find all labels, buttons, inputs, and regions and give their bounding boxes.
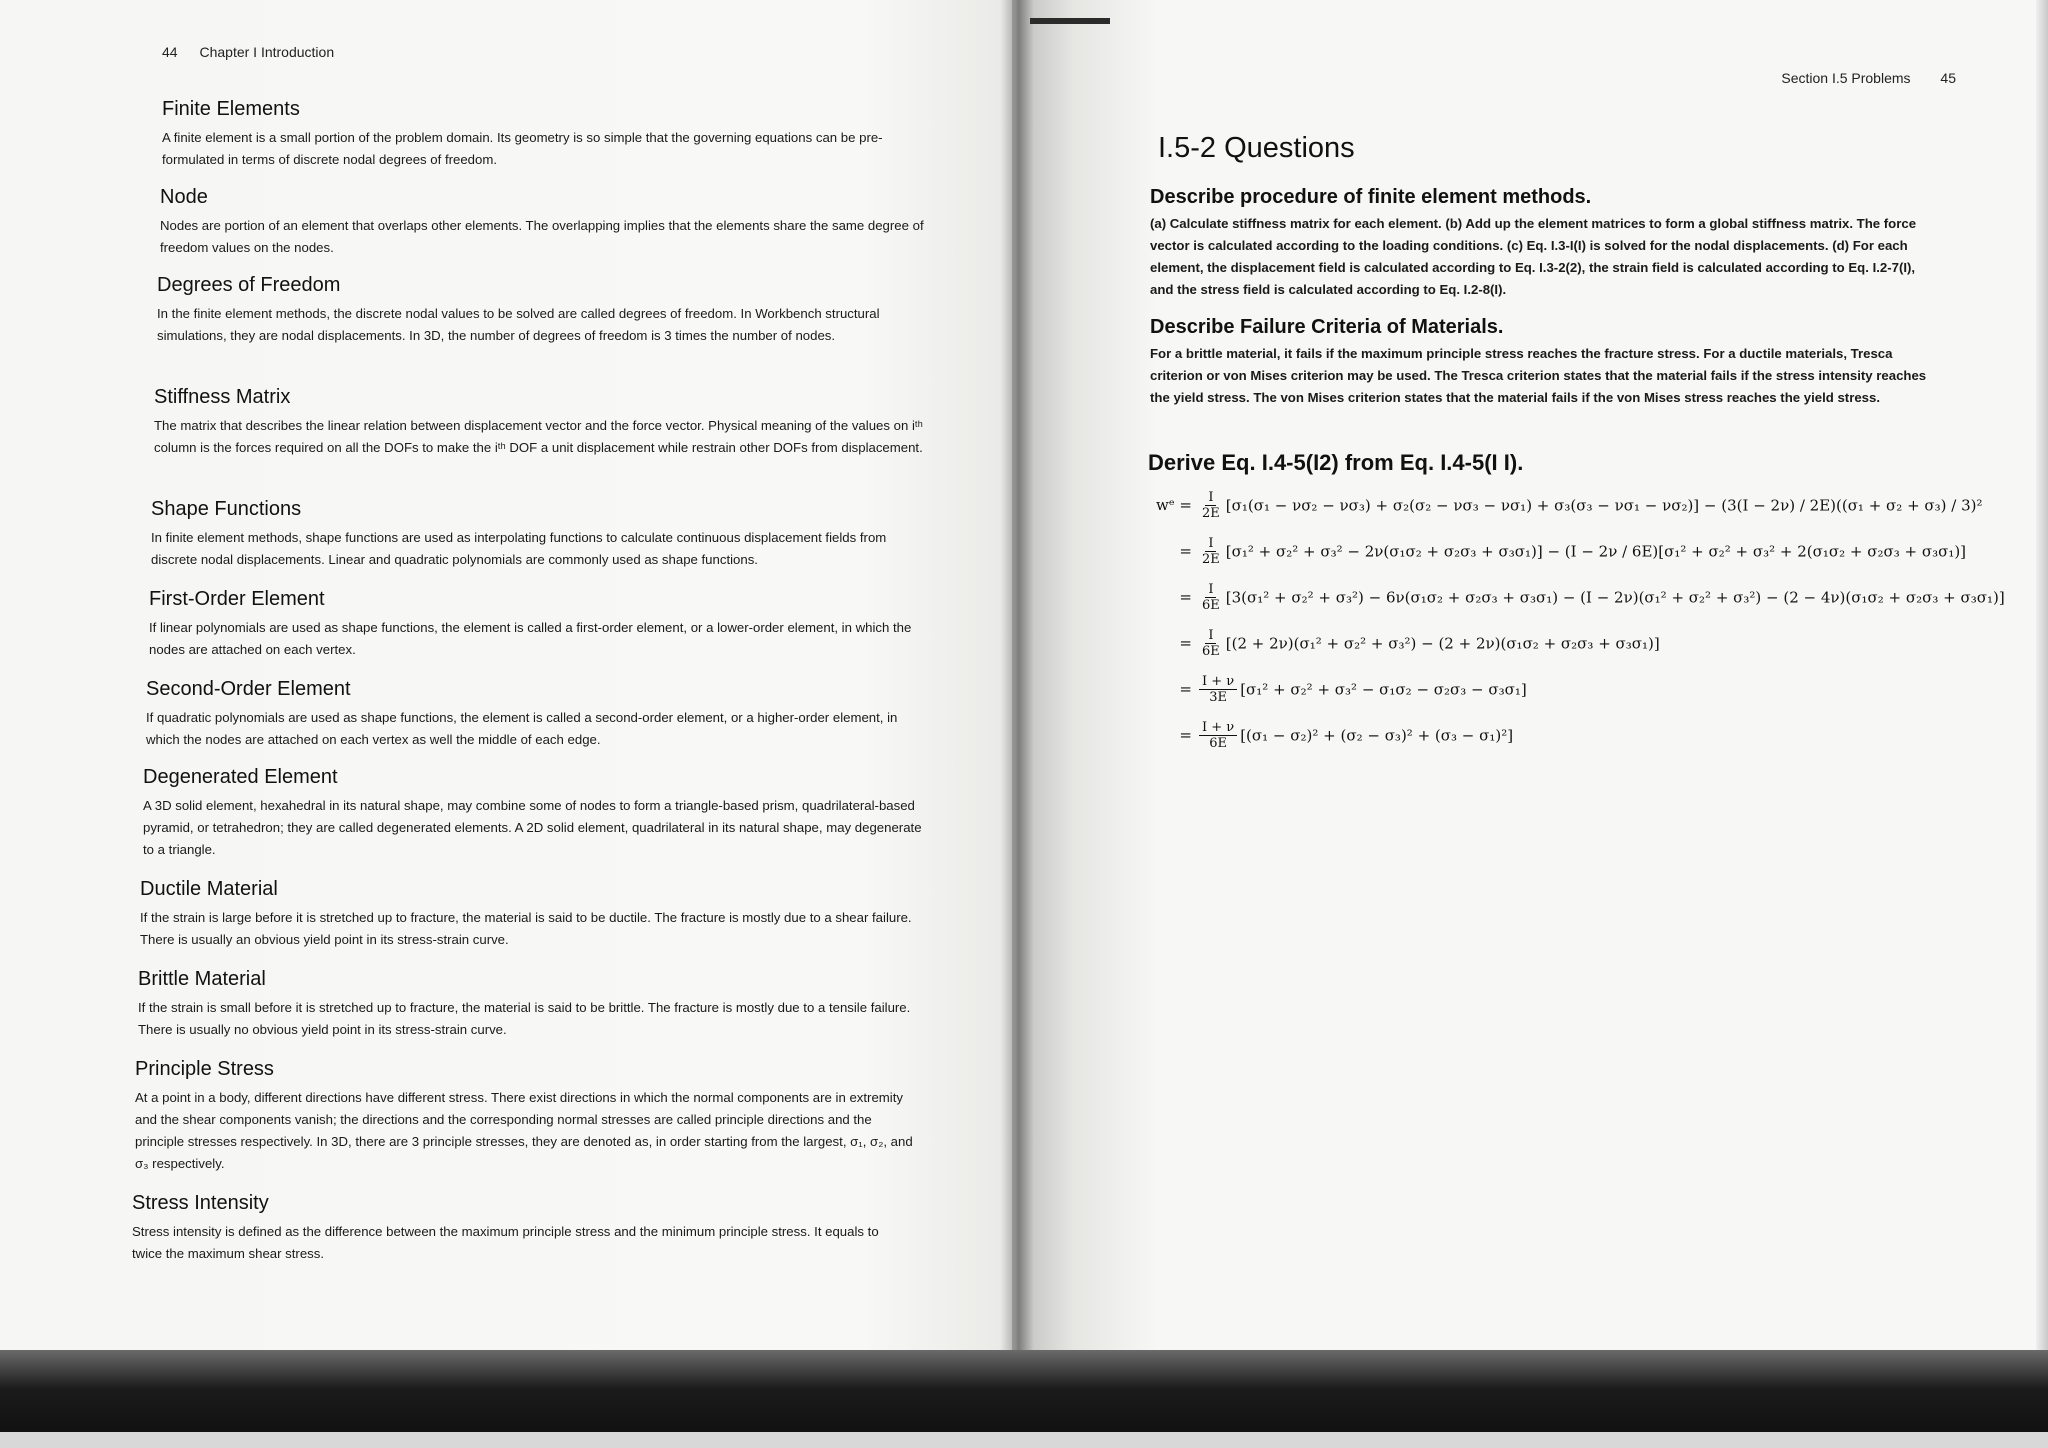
entry-text: If quadratic polynomials are used as shape functions, the element is called a second-order element, or a higher-order element, in which the nodes are attached on each vertex as well the middle of each edge. <box>146 710 898 747</box>
entry-stiffness-matrix <box>154 386 934 459</box>
entry-text: The matrix that describes the linear relation between displacement vector and the force vector. Physical meaning of the values on iᵗʰ column is the forces required on all the DOFs to make the iᵗʰ DOF a unit displacement while restrain other DOFs from displacement. <box>154 418 923 455</box>
equation-line <box>1150 536 1967 582</box>
equation-lhs: = <box>1179 633 1192 652</box>
section-heading: I.5-2 Questions <box>1158 132 1355 164</box>
question-title: Describe procedure of finite element methods. <box>1150 186 1592 208</box>
entry-node <box>160 186 940 259</box>
equation-body: [3(σ₁² + σ₂² + σ₃²) − 6ν(σ₁σ₂ + σ₂σ₃ + σ₃σ₁) − (I − 2ν)(σ₁² + σ₂² + σ₃²) − (2 − 4ν)(σ₁σ₂ + σ₂σ₃ + σ₃σ₁)] <box>1225 588 2005 607</box>
question-failure-criteria <box>1150 316 1932 409</box>
right-page-number: 45 <box>1940 70 1956 86</box>
fraction-numerator: I <box>1205 490 1216 506</box>
entry-text: If linear polynomials are used as shape functions, the element is called a first-order element, or a lower-order element, in which the nodes are attached on each vertex. <box>149 620 912 657</box>
equation-lhs: = <box>1179 541 1192 560</box>
question-fem-procedure <box>1150 186 1932 301</box>
left-page <box>0 0 1012 1448</box>
left-chapter-title: Chapter I Introduction <box>199 44 335 60</box>
top-edge-mark <box>1030 18 1110 24</box>
equation-line <box>1150 720 1910 766</box>
entry-title: Shape Functions <box>151 498 302 520</box>
fraction-denominator: 6E <box>1202 598 1220 613</box>
entry-finite-elements <box>162 98 942 171</box>
entry-degenerated-element <box>143 766 923 861</box>
equation-body: [(2 + 2ν)(σ₁² + σ₂² + σ₃²) − (2 + 2ν)(σ₁σ₂ + σ₂σ₃ + σ₃σ₁)] <box>1225 634 1660 653</box>
equation-line <box>1150 490 1983 536</box>
entry-second-order-element <box>146 678 926 751</box>
fraction-denominator: 2E <box>1202 506 1220 521</box>
fraction-denominator: 6E <box>1202 644 1220 659</box>
entry-text: A finite element is a small portion of the problem domain. Its geometry is so simple that the governing equations can be pre-formulated in terms of discrete nodal degrees of freedom. <box>162 130 883 167</box>
equation-line <box>1150 628 1910 674</box>
equation-body: [σ₁(σ₁ − νσ₂ − νσ₃) + σ₂(σ₂ − νσ₃ − νσ₁) + σ₃(σ₃ − νσ₁ − νσ₂)] − (3(I − 2ν) / 2E)((σ₁ + σ₂ + σ₃) / 3)² <box>1225 496 1983 515</box>
question-answer: For a brittle material, it fails if the maximum principle stress reaches the fracture stress. For a ductile materials, Tresca criterion or von Mises criterion may be used. The Tresca criterion states that the material fails if the stress intensity reaches the yield stress. The von Mises criterion states that the material fails if the von Mises stress reaches the yield stress. <box>1150 346 1927 405</box>
entry-text: In finite element methods, shape functions are used as interpolating functions to calculate continuous displacement fields from discrete nodal displacements. Linear and quadratic polynomials are commonly used as shape functions. <box>151 530 887 567</box>
entry-title: Stress Intensity <box>132 1192 269 1214</box>
fraction-numerator: I <box>1205 582 1216 598</box>
entry-title: Stiffness Matrix <box>154 386 291 408</box>
entry-title: Finite Elements <box>162 98 300 120</box>
entry-stress-intensity <box>132 1192 912 1265</box>
equation-fraction <box>1199 674 1237 705</box>
equation-body: [σ₁² + σ₂² + σ₃² − 2ν(σ₁σ₂ + σ₂σ₃ + σ₃σ₁)] − (I − 2ν / 6E)[σ₁² + σ₂² + σ₃² + 2(σ₁σ₂ + σ₂σ₃ + σ₃σ₁)] <box>1225 542 1967 561</box>
fraction-numerator: I + ν <box>1199 720 1237 736</box>
equation-lhs: wᵉ = <box>1156 495 1192 514</box>
equation-line <box>1150 674 1910 720</box>
entry-text: If the strain is large before it is stretched up to fracture, the material is said to be ductile. The fracture is mostly due to a shear failure. There is usually an obvious yield point in its stress-strain curve. <box>140 910 912 947</box>
entry-title: Brittle Material <box>138 968 266 990</box>
entry-text: If the strain is small before it is stretched up to fracture, the material is said to be brittle. The fracture is mostly due to a tensile failure. There is usually no obvious yield point in its stress-strain curve. <box>138 1000 911 1037</box>
entry-text: Stress intensity is defined as the difference between the maximum principle stress and the minimum principle stress. It equals to twice the maximum shear stress. <box>132 1224 879 1261</box>
entry-title: Principle Stress <box>135 1058 274 1080</box>
equation-lhs: = <box>1179 679 1192 698</box>
left-running-head <box>162 44 334 60</box>
equation-fraction <box>1199 582 1223 613</box>
entry-ductile-material <box>140 878 920 951</box>
entry-title: Second-Order Element <box>146 678 351 700</box>
fraction-denominator: 2E <box>1202 552 1220 567</box>
equation-lhs: = <box>1179 587 1192 606</box>
entry-title: Node <box>160 186 208 208</box>
fraction-numerator: I <box>1205 536 1216 552</box>
equation-body: [σ₁² + σ₂² + σ₃² − σ₁σ₂ − σ₂σ₃ − σ₃σ₁] <box>1240 680 1527 699</box>
fraction-denominator: 3E <box>1209 690 1227 705</box>
book-gutter-shadow <box>1000 0 1034 1448</box>
entry-title: Degrees of Freedom <box>157 274 341 296</box>
entry-text: Nodes are portion of an element that overlaps other elements. The overlapping implies that the elements share the same degree of freedom values on the nodes. <box>160 218 924 255</box>
right-running-head <box>1781 70 1956 86</box>
entry-principle-stress <box>135 1058 915 1175</box>
entry-title: Ductile Material <box>140 878 278 900</box>
equation-body: [(σ₁ − σ₂)² + (σ₂ − σ₃)² + (σ₃ − σ₁)²] <box>1240 726 1514 745</box>
question-answer: (a) Calculate stiffness matrix for each element. (b) Add up the element matrices to form a global stiffness matrix. The force vector is calculated according to the loading conditions. (c) Eq. I.3-I(I) is solved for the nodal displacements. (d) For each element, the displacement field is calculated according to Eq. I.3-2(2), the strain field is calculated according to Eq. I.2-7(I), and the stress field is calculated according to Eq. I.2-8(I). <box>1150 216 1917 297</box>
derive-heading: Derive Eq. I.4-5(I2) from Eq. I.4-5(I I). <box>1148 450 1524 475</box>
entry-title: Degenerated Element <box>143 766 338 788</box>
entry-shape-functions <box>151 498 931 571</box>
fraction-numerator: I <box>1205 628 1216 644</box>
equation-fraction <box>1199 720 1237 751</box>
equation-derivation <box>1150 490 2005 766</box>
entry-text: In the finite element methods, the discrete nodal values to be solved are called degrees of freedom. In Workbench structural simulations, they are nodal displacements. In 3D, the number of degrees of freedom is 3 times the number of nodes. <box>157 306 880 343</box>
equation-lhs: = <box>1179 725 1192 744</box>
entry-brittle-material <box>138 968 918 1041</box>
left-page-number: 44 <box>162 44 178 60</box>
fraction-denominator: 6E <box>1209 736 1227 751</box>
entry-title: First-Order Element <box>149 588 325 610</box>
right-page-edge <box>2036 0 2048 1448</box>
entry-text: A 3D solid element, hexahedral in its natural shape, may combine some of nodes to form a triangle-based prism, quadrilateral-based pyramid, or tetrahedron; they are called degenerated elements. A 2D solid element, quadrilateral in its natural shape, may degenerate to a triangle. <box>143 798 922 857</box>
equation-fraction <box>1199 536 1223 567</box>
question-title: Describe Failure Criteria of Materials. <box>1150 316 1504 338</box>
equation-fraction <box>1199 628 1223 659</box>
scanner-bottom-strip <box>0 1432 2048 1448</box>
fraction-numerator: I + ν <box>1199 674 1237 690</box>
right-section-title: Section I.5 Problems <box>1781 70 1911 86</box>
entry-text: At a point in a body, different directions have different stress. There exist directions in which the normal components are in extremity and the shear components vanish; the directions and the corresponding normal stresses are called principle directions and the principle stresses respectively. In 3D, there are 3 principle stresses, they are denoted as, in order starting from the largest, σ₁, σ₂, and σ₃ respectively. <box>135 1090 913 1171</box>
entry-degrees-of-freedom <box>157 274 937 347</box>
entry-first-order-element <box>149 588 929 661</box>
equation-fraction <box>1199 490 1223 521</box>
equation-line <box>1150 582 2005 628</box>
